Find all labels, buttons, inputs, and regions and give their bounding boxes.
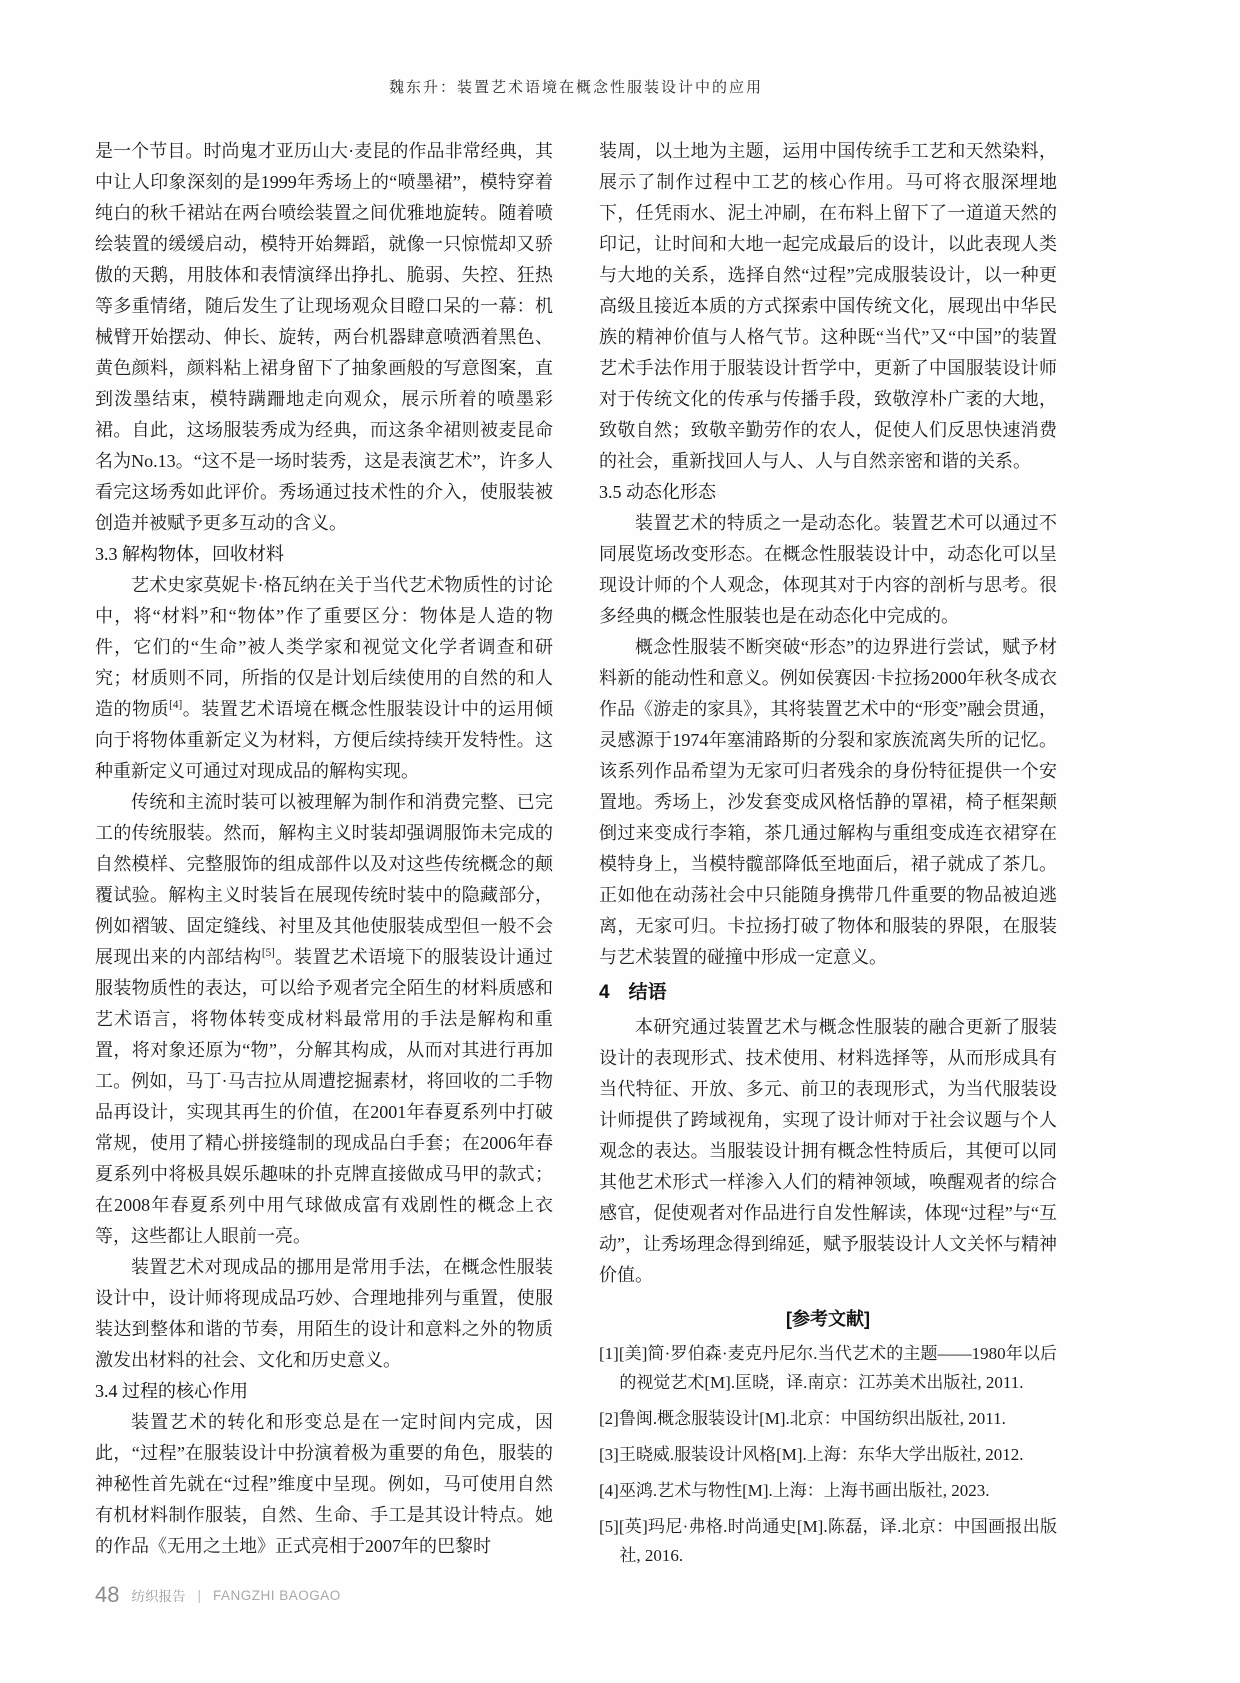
page-footer (95, 1582, 341, 1608)
running-title: 魏东升：装置艺术语境在概念性服装设计中的应用 (388, 80, 763, 96)
page-number: 48 (95, 1582, 120, 1607)
reference-entry: [2]鲁闽.概念服装设计[M].北京：中国纺织出版社, 2011. (599, 1409, 1006, 1428)
right-column (599, 136, 1057, 1577)
journal-name-en: FANGZHI BAOGAO (213, 1587, 341, 1603)
paragraph (95, 787, 553, 1252)
left-column (95, 136, 553, 1577)
reference-entry: [1][美]简·罗伯森·麦克丹尼尔.当代艺术的主题——1980年以后的视觉艺术[M].匡晓，译.南京：江苏美术出版社, 2011. (599, 1344, 1057, 1392)
references-heading: [参考文献] (786, 1309, 870, 1329)
paragraph: 装置艺术对现成品的挪用是常用手法，在概念性服装设计中，设计师将现成品巧妙、合理地排列与重置，使服装达到整体和谐的节奏，用陌生的设计和意料之外的物质激发出材料的社会、文化和历史意义。 (95, 1257, 553, 1370)
citation-superscript-4: [4] (169, 699, 183, 711)
section-heading-3-3: 3.3 解构物体，回收材料 (95, 544, 284, 564)
paragraph: 装置艺术的转化和形变总是在一定时间内完成，因此，“过程”在服装设计中扮演着极为重要的角色，服装的神秘性首先就在“过程”维度中呈现。例如，马可使用自然有机材料制作服装，自然、生命、手工是其设计特点。她的作品《无用之土地》正式亮相于2007年的巴黎时 (95, 1412, 553, 1556)
reference-entry: [3]王晓威.服装设计风格[M].上海：东华大学出版社, 2012. (599, 1445, 1024, 1464)
paragraph-text: 。装置艺术语境下的服装设计通过服装物质性的表达，可以给予观者完全陌生的材料质感和艺术语言，将物体转变成材料最常用的手法是解构和重置，将对象还原为“物”，分解其构成，从而对其进行再加工。例如，马丁·马吉拉从周遭挖掘素材，将回收的二手物品再设计，实现其再生的价值，在2001年春夏系列中打破常规，使用了精心拼接缝制的现成品白手套；在2006年春夏系列中将极具娱乐趣味的扑克牌直接做成马甲的款式；在2008年春夏系列中用气球做成富有戏剧性的概念上衣等，这些都让人眼前一亮。 (95, 947, 554, 1246)
section-heading-3-5: 3.5 动态化形态 (599, 482, 716, 502)
reference-entry: [5][英]玛尼·弗格.时尚通史[M].陈磊，译.北京：中国画报出版社, 2016. (599, 1517, 1057, 1565)
paragraph-text: 艺术史家莫妮卡·格瓦纳在关于当代艺术物质性的讨论中，将“材料”和“物体”作了重要区分：物体是人造的物件，它们的“生命”被人类学家和视觉文化学者调查和研究；材质则不同，所指的仅是计划后续使用的自然的和人造的物质 (95, 575, 553, 719)
paragraph: 概念性服装不断突破“形态”的边界进行尝试，赋予材料新的能动性和意义。例如侯赛因·卡拉扬2000年秋冬成衣作品《游走的家具》，其将装置艺术中的“形变”融会贯通，灵感源于1974年塞浦路斯的分裂和家族流离失所的记忆。该系列作品希望为无家可归者残余的身份特征提供一个安置地。秀场上，沙发套变成风格恬静的罩裙，椅子框架颠倒过来变成行李箱，茶几通过解构与重组变成连衣裙穿在模特身上，当模特髋部降低至地面后，裙子就成了茶几。正如他在动荡社会中只能随身携带几件重要的物品被迫逃离，无家可归。卡拉扬打破了物体和服装的界限，在服装与艺术装置的碰撞中形成一定意义。 (599, 637, 1057, 967)
journal-name-cn: 纺织报告 (131, 1589, 186, 1604)
paragraph-text: 传统和主流时装可以被理解为制作和消费完整、已完工的传统服装。然而，解构主义时装却强调服饰未完成的自然模样、完整服饰的组成部件以及对这些传统概念的颠覆试验。解构主义时装旨在展现传统时装中的隐藏部分，例如褶皱、固定缝线、衬里及其他使服装成型但一般不会展现出来的内部结构 (95, 792, 553, 967)
section-heading-3-4: 3.4 过程的核心作用 (95, 1381, 248, 1401)
reference-entry: [4]巫鸿.艺术与物性[M].上海：上海书画出版社, 2023. (599, 1481, 990, 1500)
paragraph-continuation: 装周，以土地为主题，运用中国传统手工艺和天然染料，展示了制作过程中工艺的核心作用。马可将衣服深埋地下，任凭雨水、泥土冲刷，在布料上留下了一道道天然的印记，让时间和大地一起完成最后的设计，以此表现人类与大地的关系，选择自然“过程”完成服装设计，以一种更高级且接近本质的方式探索中国传统文化，展现出中华民族的精神价值与人格气节。这种既“当代”又“中国”的装置艺术手法作用于服装设计哲学中，更新了中国服装设计师对于传统文化的传承与传播手段，致敬淳朴广袤的大地，致敬自然；致敬辛勤劳作的农人，促使人们反思快速消费的社会，重新找回人与人、人与自然亲密和谐的关系。 (599, 141, 1057, 471)
paragraph (95, 570, 553, 787)
paragraph-continuation: 是一个节目。时尚鬼才亚历山大·麦昆的作品非常经典，其中让人印象深刻的是1999年秀场上的“喷墨裙”，模特穿着纯白的秋千裙站在两台喷绘装置之间优雅地旋转。随着喷绘装置的缓缓启动，模特开始舞蹈，就像一只惊慌却又骄傲的天鹅，用肢体和表情演绎出挣扎、脆弱、失控、狂热等多重情绪，随后发生了让现场观众目瞪口呆的一幕：机械臂开始摆动、伸长、旋转，两台机器肆意喷洒着黑色、黄色颜料，颜料粘上裙身留下了抽象画般的写意图案，直到泼墨结束，模特蹒跚地走向观众，展示所着的喷墨彩裙。自此，这场服装秀成为经典，而这条伞裙则被麦昆命名为No.13。“这不是一场时装秀，这是表演艺术”，许多人看完这场秀如此评价。秀场通过技术性的介入，使服装被创造并被赋予更多互动的含义。 (95, 141, 553, 533)
article-body (95, 136, 1057, 1577)
paragraph-text: 。装置艺术语境在概念性服装设计中的运用倾向于将物体重新定义为材料，方便后续持续开发特性。这种重新定义可通过对现成品的解构实现。 (95, 699, 554, 781)
citation-superscript-5: [5] (261, 947, 275, 959)
paragraph: 本研究通过装置艺术与概念性服装的融合更新了服装设计的表现形式、技术使用、材料选择等，从而形成具有当代特征、开放、多元、前卫的表现形式，为当代服装设计师提供了跨域视角，实现了设计师对于社会议题与个人观念的表达。当服装设计拥有概念性特质后，其便可以同其他艺术形式一样渗入人们的精神领域，唤醒观者的综合感官，促使观者对作品进行自发性解读，体现“过程”与“互动”，让秀场理念得到绵延，赋予服装设计人文关怀与精神价值。 (599, 1017, 1057, 1285)
journal-divider: | (197, 1587, 201, 1603)
section-heading-4-conclusion: 4 结语 (599, 982, 667, 1003)
running-header (95, 76, 1057, 97)
paragraph: 装置艺术的特质之一是动态化。装置艺术可以通过不同展览场改变形态。在概念性服装设计中，动态化可以呈现设计师的个人观念，体现其对于内容的剖析与思考。很多经典的概念性服装也是在动态化中完成的。 (599, 513, 1057, 626)
